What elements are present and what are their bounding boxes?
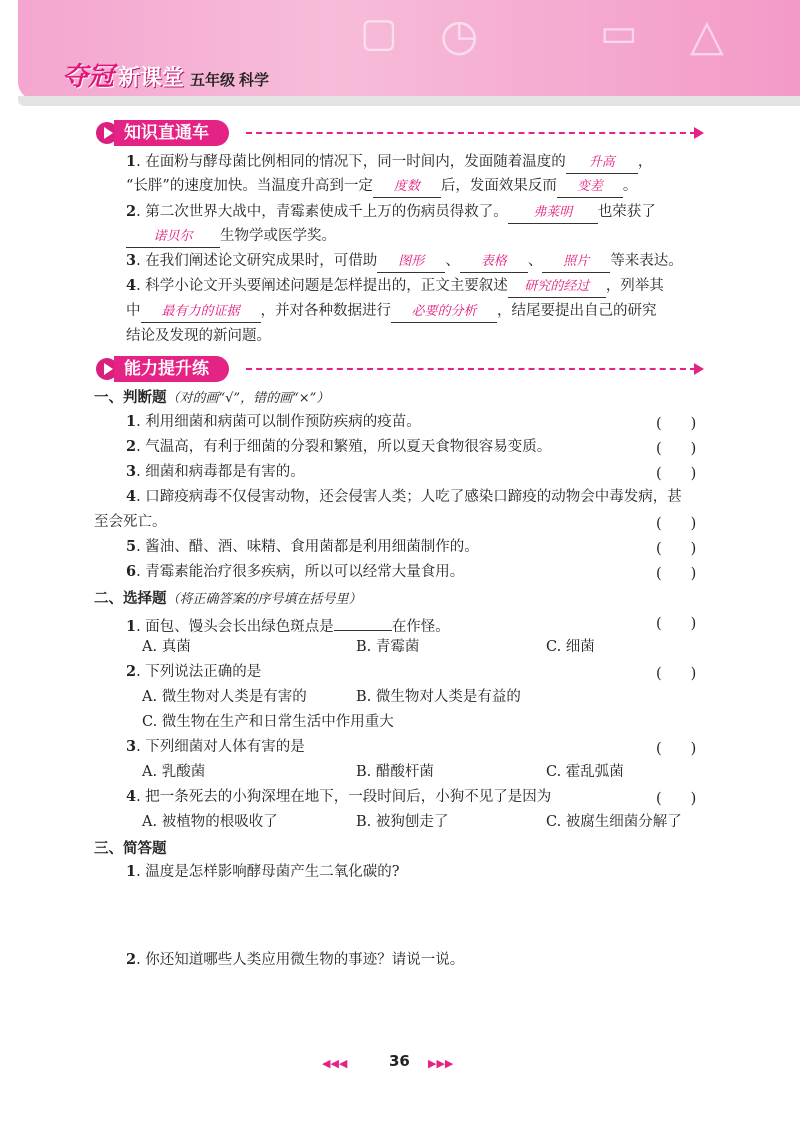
choice-heading: 二、选择题（将正确答案的序号填在括号里） xyxy=(94,591,362,607)
section-title-knowledge xyxy=(96,120,716,146)
brand-logo xyxy=(62,56,269,93)
fill-item-4-line2: 中 最有力的证据 ，并对各种数据进行 必要的分析 ，结尾要提出自己的研究 xyxy=(126,301,657,323)
judge-item-4-line2: 至会死亡。 xyxy=(94,514,167,530)
answer-parentheses[interactable]: ( ) xyxy=(656,566,697,582)
fill-item-4: 4. 科学小论文开头要阐述问题是怎样提出的，正文主要叙述 研究的经过 ，列举其 xyxy=(126,276,664,298)
choice-option-c[interactable]: C. 被腐生细菌分解了 xyxy=(546,814,682,830)
page-number: 36 xyxy=(389,1052,410,1070)
choice-option-b[interactable]: B. 被狗刨走了 xyxy=(356,814,449,830)
right-arrows-icon: ▶▶▶ xyxy=(428,1057,454,1070)
judge-item-2: 2. 气温高，有利于细菌的分裂和繁殖，所以夏天食物很容易变质。 xyxy=(126,438,552,455)
short-item-1: 1. 温度是怎样影响酵母菌产生二氧化碳的? xyxy=(126,863,400,880)
fill-item-1-line2: “长胖”的速度加快。当温度升高到一定 度数 后，发面效果反而 变差 。 xyxy=(126,176,637,198)
judge-item-6: 6. 青霉素能治疗很多疾病，所以可以经常大量食用。 xyxy=(126,563,465,580)
choice-option-c[interactable]: C. 微生物在生产和日常生活中作用重大 xyxy=(142,714,394,730)
section-label: 能力提升练 xyxy=(114,356,229,382)
answer-blank[interactable]: 升高 xyxy=(566,155,638,174)
grade-label: 五年级 xyxy=(190,71,236,89)
choice-option-b[interactable]: B. 青霉菌 xyxy=(356,639,420,655)
page-footer xyxy=(0,1050,800,1080)
answer-blank[interactable] xyxy=(334,612,392,631)
judge-item-3: 3. 细菌和病毒都是有害的。 xyxy=(126,463,305,480)
page-header xyxy=(0,0,800,110)
answer-blank[interactable]: 表格 xyxy=(460,254,528,273)
answer-blank[interactable]: 度数 xyxy=(373,179,441,198)
left-arrows-icon: ◀◀◀ xyxy=(322,1057,348,1070)
answer-blank[interactable]: 照片 xyxy=(542,254,610,273)
fill-item-4-line3: 结论及发现的新问题。 xyxy=(126,328,271,344)
book-icon: ▭ xyxy=(600,10,638,56)
choice-option-a[interactable]: A. 被植物的根吸收了 xyxy=(142,814,278,830)
choice-option-a[interactable]: A. 真菌 xyxy=(142,639,191,655)
choice-option-a[interactable]: A. 乳酸菌 xyxy=(142,764,206,780)
alarm-clock-icon: ◷ xyxy=(440,10,479,61)
judge-item-4: 4. 口蹄疫病毒不仅侵害动物，还会侵害人类；人吃了感染口蹄疫的动物会中毒发病，甚 xyxy=(126,488,682,505)
choice-option-b[interactable]: B. 微生物对人类是有益的 xyxy=(356,689,521,705)
header-stripe xyxy=(18,96,800,106)
fill-item-2: 2. 第二次世界大战中，青霉素使成千上万的伤病员得救了。 弗莱明 也荣获了 xyxy=(126,202,656,224)
fill-item-3: 3. 在我们阐述论文研究成果时，可借助 图形 、 表格 、 照片 等来表达。 xyxy=(126,251,683,273)
section-label: 知识直通车 xyxy=(114,120,229,146)
judge-item-1: 1. 利用细菌和病菌可以制作预防疾病的疫苗。 xyxy=(126,413,421,430)
choice-option-c[interactable]: C. 霍乱弧菌 xyxy=(546,764,624,780)
answer-blank[interactable]: 诺贝尔 xyxy=(126,229,220,248)
judge-item-5: 5. 酱油、醋、酒、味精、食用菌都是利用细菌制作的。 xyxy=(126,538,479,555)
choice-item-2: 2. 下列说法正确的是 xyxy=(126,663,262,680)
section-title-ability xyxy=(96,356,716,382)
answer-parentheses[interactable]: ( ) xyxy=(656,441,697,457)
answer-blank[interactable]: 弗莱明 xyxy=(508,205,598,224)
compass-icon: △ xyxy=(690,10,724,61)
answer-parentheses[interactable]: ( ) xyxy=(656,466,697,482)
arrow-end-icon xyxy=(694,363,704,375)
answer-parentheses[interactable]: ( ) xyxy=(656,516,697,532)
answer-parentheses[interactable]: ( ) xyxy=(656,741,697,757)
dashed-divider xyxy=(246,368,696,370)
judge-heading: 一、判断题（对的画“√”，错的画“×”） xyxy=(94,390,330,406)
short-item-2: 2. 你还知道哪些人类应用微生物的事迹？请说一说。 xyxy=(126,951,465,968)
choice-option-c[interactable]: C. 细菌 xyxy=(546,639,595,655)
answer-blank[interactable]: 图形 xyxy=(377,254,445,273)
arrow-end-icon xyxy=(694,127,704,139)
answer-blank[interactable]: 最有力的证据 xyxy=(141,304,261,323)
choice-item-1: 1. 面包、馒头会长出绿色斑点是 在作怪。 xyxy=(126,612,450,637)
answer-blank[interactable]: 研究的经过 xyxy=(508,279,606,298)
answer-parentheses[interactable]: ( ) xyxy=(656,666,697,682)
dashed-divider xyxy=(246,132,696,134)
answer-parentheses[interactable]: ( ) xyxy=(656,541,697,557)
backpack-icon: ▢ xyxy=(360,10,398,56)
fill-item-1: 1. 在面粉与酵母菌比例相同的情况下，同一时间内，发面随着温度的 升高 ， xyxy=(126,152,652,174)
fill-item-2-line2: 诺贝尔 生物学或医学奖。 xyxy=(126,226,336,248)
answer-parentheses[interactable]: ( ) xyxy=(656,791,697,807)
brand-series: 新课堂 xyxy=(118,66,185,91)
answer-parentheses[interactable]: ( ) xyxy=(656,616,697,632)
brand-name: 夺冠 xyxy=(62,62,115,92)
short-answer-heading: 三、简答题 xyxy=(94,841,167,857)
answer-parentheses[interactable]: ( ) xyxy=(656,416,697,432)
answer-blank[interactable]: 变差 xyxy=(557,179,623,198)
answer-blank[interactable]: 必要的分析 xyxy=(391,304,497,323)
choice-item-3: 3. 下列细菌对人体有害的是 xyxy=(126,738,305,755)
subject-label: 科学 xyxy=(239,71,270,89)
choice-option-b[interactable]: B. 醋酸杆菌 xyxy=(356,764,434,780)
choice-option-a[interactable]: A. 微生物对人类是有害的 xyxy=(142,689,307,705)
choice-item-4: 4. 把一条死去的小狗深埋在地下，一段时间后，小狗不见了是因为 xyxy=(126,788,552,805)
